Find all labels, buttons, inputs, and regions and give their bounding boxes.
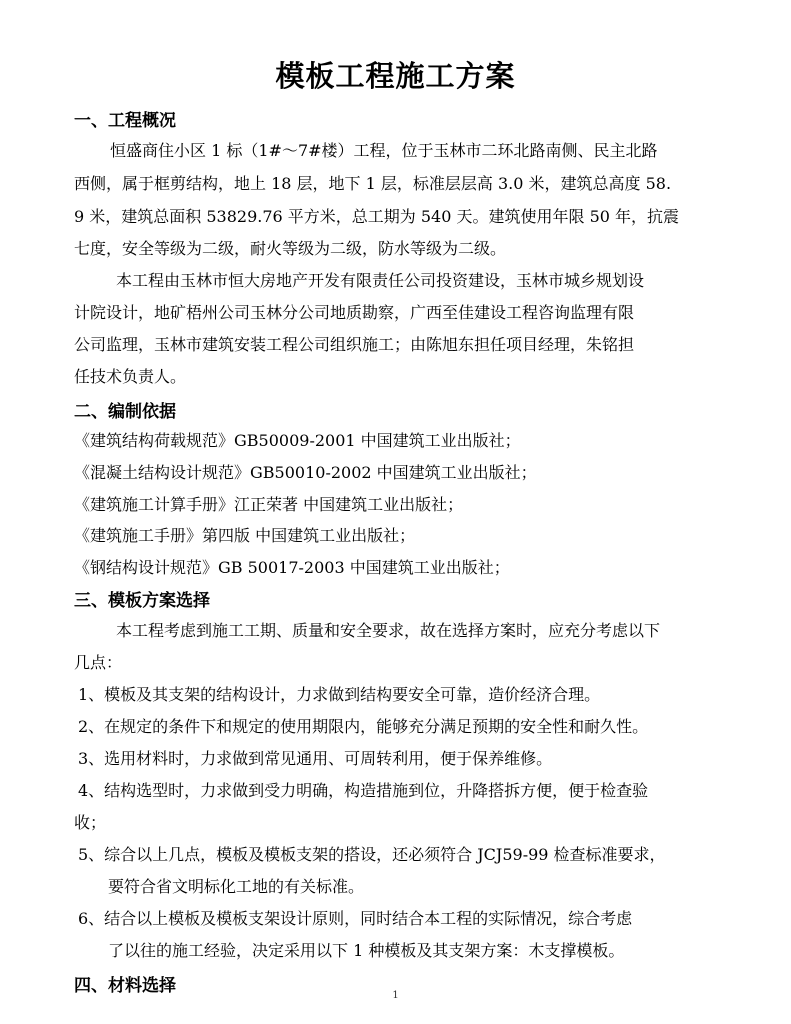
paragraph-line: 9 米，建筑总面积 53829.76 平方米，总工期为 540 天。建筑使用年限 50 年，抗震 <box>74 207 680 226</box>
list-item-continuation: 要符合省文明标化工地的有关标准。 <box>108 877 365 896</box>
section-heading-overview: 一、工程概况 <box>74 111 176 131</box>
reference-item: 《钢结构设计规范》GB 50017-2003 中国建筑工业出版社； <box>74 558 510 577</box>
paragraph-line: 计院设计，地矿梧州公司玉林分公司地质勘察，广西至佳建设工程咨询监理有限 <box>74 303 635 322</box>
list-item: 6、结合以上模板及模板支架设计原则，同时结合本工程的实际情况，综合考虑 <box>78 909 633 928</box>
list-item-continuation: 收； <box>74 813 107 832</box>
page-number: 1 <box>392 990 399 1001</box>
list-item-continuation: 了以往的施工经验，决定采用以下 1 种模板及其支架方案：木支撑模板。 <box>108 941 625 960</box>
list-item: 1、模板及其支架的结构设计，力求做到结构要安全可靠，造价经济合理。 <box>78 685 601 704</box>
paragraph-line: 任技术负责人。 <box>74 367 187 386</box>
paragraph-line: 本工程考虑到施工工期、质量和安全要求，故在选择方案时，应充分考虑以下 <box>116 621 661 640</box>
paragraph-line: 公司监理，玉林市建筑安装工程公司组织施工；由陈旭东担任项目经理，朱铭担 <box>74 335 635 354</box>
paragraph-line: 几点： <box>74 653 123 672</box>
reference-item: 《建筑结构荷载规范》GB50009-2001 中国建筑工业出版社； <box>74 431 521 450</box>
list-item: 3、选用材料时，力求做到常见通用、可周转利用，便于保养维修。 <box>78 749 553 768</box>
paragraph-line: 七度，安全等级为二级，耐火等级为二级，防水等级为二级。 <box>74 239 507 258</box>
document-title: 模板工程施工方案 <box>275 59 516 93</box>
list-item: 4、结构选型时，力求做到受力明确，构造措施到位，升降搭拆方便，便于检查验 <box>78 781 649 800</box>
reference-item: 《建筑施工计算手册》江正荣著 中国建筑工业出版社； <box>74 495 464 514</box>
paragraph-line: 恒盛商住小区 1 标（1#～7#楼）工程，位于玉林市二环北路南侧、民主北路 <box>110 141 658 160</box>
paragraph-line: 西侧，属于框剪结构，地上 18 层，地下 1 层，标准层层高 3.0 米，建筑总高度 58. <box>74 174 672 193</box>
paragraph-line: 本工程由玉林市恒大房地产开发有限责任公司投资建设，玉林市城乡规划设 <box>116 271 645 290</box>
reference-item: 《建筑施工手册》第四版 中国建筑工业出版社； <box>74 526 416 545</box>
reference-item: 《混凝土结构设计规范》GB50010-2002 中国建筑工业出版社； <box>74 463 537 482</box>
section-heading-materials: 四、材料选择 <box>74 976 176 996</box>
section-heading-scheme: 三、模板方案选择 <box>74 591 210 611</box>
list-item: 5、综合以上几点，模板及模板支架的搭设，还必须符合 JCJ59-99 检查标准要求， <box>78 845 666 864</box>
list-item: 2、在规定的条件下和规定的使用期限内，能够充分满足预期的安全性和耐久性。 <box>78 717 649 736</box>
section-heading-basis: 二、编制依据 <box>74 402 176 422</box>
